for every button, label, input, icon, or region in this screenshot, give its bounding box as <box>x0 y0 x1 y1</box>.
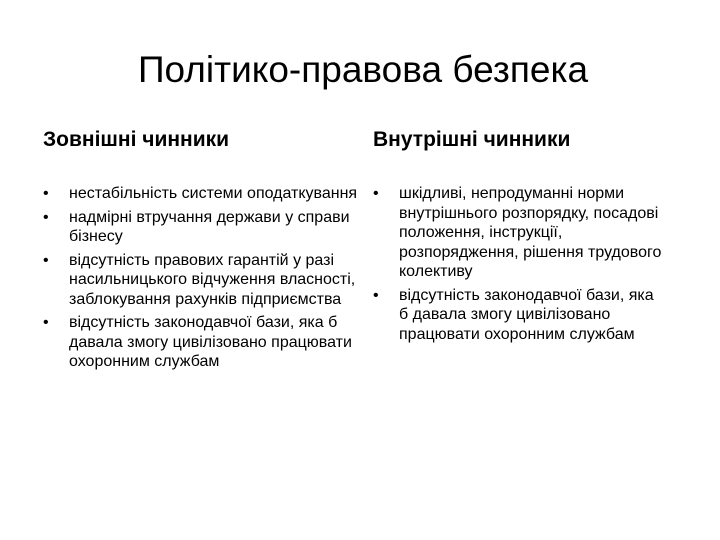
list-item <box>373 184 663 282</box>
list-item-text: надмірні втручання держави у справи бізнесу <box>69 208 350 245</box>
list-item-text: шкідливі, непродуманні норми внутрішнього розпорядку, посадові положення, інструкції, розпорядження, рішення трудового колективу <box>399 185 662 280</box>
list-item-text: відсутність законодавчої бази, яка б давала змогу цивілізовано працювати охоронним службам <box>399 286 654 343</box>
list-item <box>373 286 663 345</box>
bullet-icon: • <box>43 208 49 226</box>
list-item <box>43 184 363 204</box>
bullet-icon: • <box>373 185 379 202</box>
list-item-text: відсутність правових гарантій у разі насильницького відчуження власності, заблокування рахунків підприємства <box>69 251 356 308</box>
list-item <box>43 208 363 247</box>
bullet-icon: • <box>43 251 49 269</box>
external-factors-list <box>43 184 363 376</box>
bullet-icon: • <box>373 286 379 304</box>
slide-title: Політико-правова безпека <box>137 49 589 90</box>
internal-factors-column <box>373 126 663 343</box>
list-item-text: відсутність законодавчої бази, яка б давала змогу цивілізовано працювати охоронним службам <box>69 314 352 370</box>
list-item <box>43 251 363 310</box>
external-factors-column <box>43 126 363 370</box>
internal-factors-list <box>373 184 663 348</box>
external-factors-heading: Зовнішні чинники <box>43 128 230 151</box>
internal-factors-heading: Внутрішні чинники <box>373 128 571 151</box>
bullet-icon: • <box>43 314 49 331</box>
list-item <box>43 313 363 372</box>
bullet-icon: • <box>43 185 49 202</box>
list-item-text: нестабільність системи оподаткування <box>69 185 358 202</box>
